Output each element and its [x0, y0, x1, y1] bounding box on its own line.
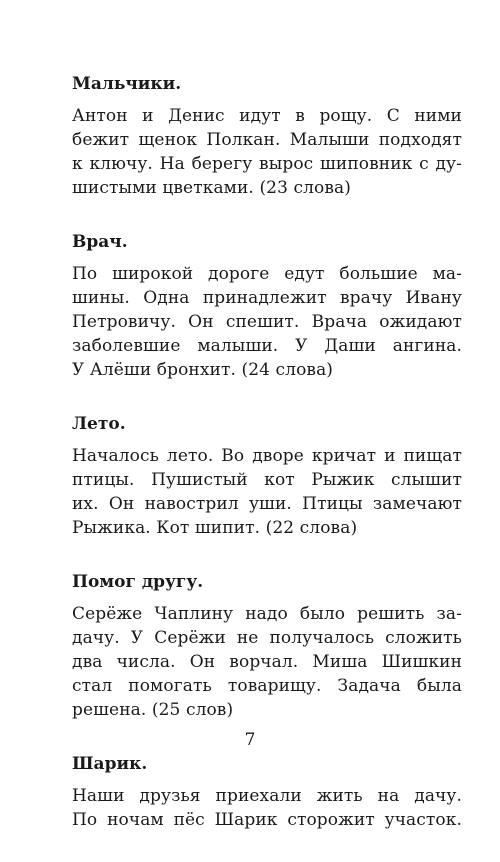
section-title: Помог другу.: [72, 572, 204, 592]
text-line: Антон и Денис идут в рощу. С ними: [72, 106, 462, 126]
section-title: Шарик.: [72, 754, 148, 774]
text-line: У Алёши бронхит. (24 слова): [72, 360, 334, 380]
text-line: По широкой дороге едут большие ма-: [72, 264, 462, 284]
text-line: стал помогать товарищу. Задача была: [72, 676, 462, 696]
text-line: Началось лето. Во дворе кричат и пищат: [72, 446, 462, 466]
text-line: Петровичу. Он спешит. Врача ожидают: [72, 312, 462, 332]
text-line: бежит щенок Полкан. Малыши подходят: [72, 130, 462, 150]
text-line: птицы. Пушистый кот Рыжик слышит: [72, 470, 462, 490]
text-line: шины. Одна принадлежит врачу Ивану: [72, 288, 462, 308]
section-title: Лето.: [72, 414, 126, 434]
dictation-vrach: [72, 230, 462, 382]
text-line: к ключу. На берегу вырос шиповник с ду-: [72, 154, 462, 174]
text-line: два числа. Он ворчал. Миша Шишкин: [72, 652, 462, 672]
dictation-pomog-drugu: [72, 570, 462, 722]
dictation-malchiki: [72, 72, 462, 200]
dictation-sharik: [72, 752, 462, 832]
dictation-leto: [72, 412, 462, 540]
section-title: Мальчики.: [72, 74, 182, 94]
text-line: Наши друзья приехали жить на дачу.: [72, 786, 462, 806]
text-line: заболевшие малыши. У Даши ангина.: [72, 336, 462, 356]
text-line: решена. (25 слов): [72, 700, 234, 720]
text-line: шистыми цветками. (23 слова): [72, 178, 351, 198]
text-line: их. Он навострил уши. Птицы замечают: [72, 494, 462, 514]
page-number: 7: [244, 730, 256, 750]
section-title: Врач.: [72, 232, 128, 252]
text-line: По ночам пёс Шарик сторожит участок.: [72, 810, 462, 830]
text-line: Серёже Чаплину надо было решить за-: [72, 604, 462, 624]
text-line: Рыжика. Кот шипит. (22 слова): [72, 518, 358, 538]
text-line: дачу. У Серёжи не получалось сложить: [72, 628, 462, 648]
